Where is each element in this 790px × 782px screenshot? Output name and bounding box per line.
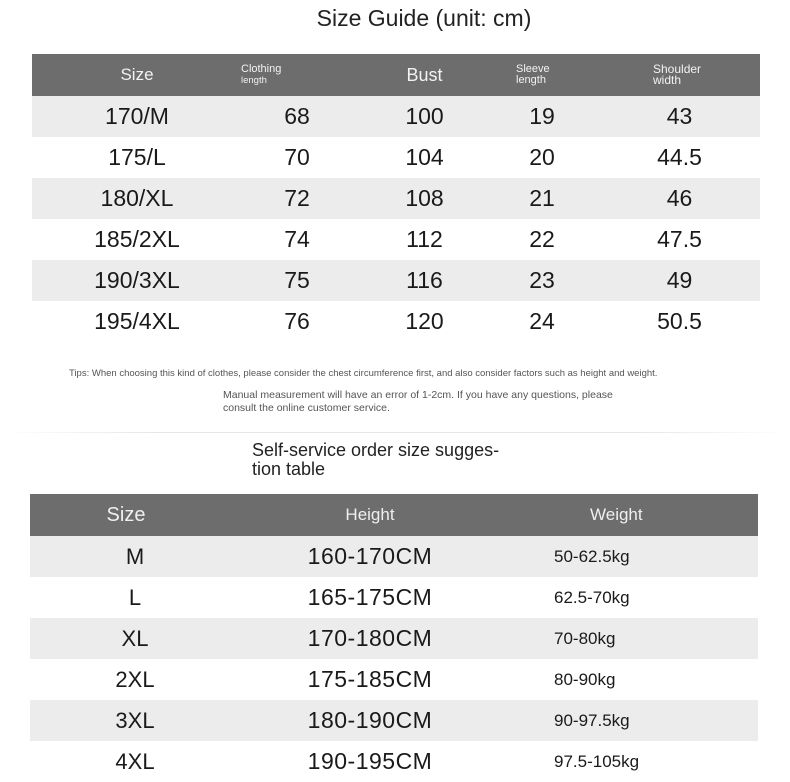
header-bust: Bust — [406, 64, 443, 85]
cell-weight: 90-97.5kg — [554, 710, 630, 730]
suggestion-header-row — [30, 494, 758, 536]
header-sleeve-length-line1: Sleeve — [516, 63, 550, 75]
cell-clothing-length: 68 — [284, 103, 310, 129]
table-row — [32, 137, 760, 178]
header-weight: Weight — [590, 505, 643, 524]
table-row — [30, 659, 758, 700]
cell-bust: 112 — [406, 226, 443, 252]
size-suggestion-table — [30, 494, 758, 782]
cell-clothing-length: 74 — [284, 226, 310, 252]
suggestion-title-line2: tion table — [252, 459, 326, 479]
header-clothing-length-line2: length — [241, 75, 267, 86]
header-clothing-length-line1: Clothing — [241, 63, 282, 75]
cell-size: 190/3XL — [94, 267, 180, 293]
table-row — [32, 96, 760, 137]
header-shoulder-width-line1: Shoulder — [653, 62, 702, 76]
cell-sleeve-length: 21 — [529, 185, 555, 211]
cell-bust: 116 — [406, 267, 443, 293]
header-height: Height — [345, 505, 395, 524]
size-guide-title: Size Guide (unit: cm) — [316, 5, 532, 31]
measurement-note-line1: Manual measurement will have an error of 1-2cm. If you have any questions, please — [223, 389, 613, 401]
header-size: Size — [106, 503, 146, 526]
tips-text: Tips: When choosing this kind of clothes, please consider the chest circumference first, and also consider factors such as height and weight. — [69, 368, 658, 379]
cell-clothing-length: 70 — [284, 144, 310, 170]
header-sleeve-length-line2: length — [516, 74, 546, 86]
cell-shoulder-width: 49 — [666, 267, 693, 293]
size-guide-table — [32, 54, 760, 342]
cell-size: 2XL — [115, 666, 155, 692]
cell-size: 170/M — [105, 103, 169, 129]
cell-weight: 62.5-70kg — [554, 587, 630, 607]
cell-bust: 104 — [405, 144, 444, 170]
suggestion-body — [30, 536, 758, 782]
cell-shoulder-width: 50.5 — [657, 308, 702, 334]
cell-shoulder-width: 47.5 — [657, 226, 702, 252]
header-size: Size — [120, 65, 154, 84]
suggestion-title-line1: Self-service order size sugges- — [252, 440, 500, 460]
cell-clothing-length: 75 — [284, 267, 310, 293]
table-row — [30, 618, 758, 659]
cell-height: 160-170CM — [307, 543, 433, 569]
cell-size: L — [128, 584, 142, 610]
cell-clothing-length: 76 — [284, 308, 310, 334]
measurement-note — [223, 389, 653, 415]
size-guide-header-row — [32, 54, 760, 96]
cell-sleeve-length: 22 — [529, 226, 555, 252]
header-shoulder-width-line2: width — [653, 73, 682, 87]
cell-height: 190-195CM — [307, 748, 433, 774]
cell-shoulder-width: 46 — [666, 185, 693, 211]
cell-height: 165-175CM — [307, 584, 433, 610]
cell-clothing-length: 72 — [284, 185, 310, 211]
size-guide-body — [32, 96, 760, 342]
cell-height: 175-185CM — [307, 666, 433, 692]
cell-height: 170-180CM — [307, 625, 433, 651]
table-row — [32, 178, 760, 219]
cell-size: M — [125, 543, 145, 569]
table-row — [30, 536, 758, 577]
table-row — [32, 219, 760, 260]
cell-sleeve-length: 23 — [529, 267, 555, 293]
cell-shoulder-width: 44.5 — [657, 144, 702, 170]
header-shoulder-width — [653, 54, 790, 96]
cell-size: 195/4XL — [94, 308, 180, 334]
cell-weight: 50-62.5kg — [554, 546, 630, 566]
section-divider — [0, 432, 790, 433]
cell-size: 3XL — [115, 707, 155, 733]
table-row — [30, 577, 758, 618]
cell-weight: 70-80kg — [554, 628, 616, 648]
cell-bust: 120 — [405, 308, 444, 334]
suggestion-title — [252, 441, 552, 479]
cell-sleeve-length: 19 — [529, 103, 555, 129]
cell-size: 175/L — [108, 144, 166, 170]
table-row — [32, 301, 760, 342]
cell-bust: 100 — [405, 103, 444, 129]
table-row — [32, 260, 760, 301]
cell-size: 4XL — [115, 748, 155, 774]
cell-size: 185/2XL — [94, 226, 180, 252]
cell-sleeve-length: 24 — [529, 308, 555, 334]
measurement-note-line2: consult the online customer service. — [223, 402, 390, 414]
header-sleeve-length — [516, 54, 646, 96]
cell-sleeve-length: 20 — [529, 144, 555, 170]
cell-weight: 97.5-105kg — [554, 751, 640, 771]
cell-weight: 80-90kg — [554, 669, 616, 689]
header-clothing-length — [241, 54, 351, 96]
table-row — [30, 700, 758, 741]
cell-height: 180-190CM — [307, 707, 433, 733]
cell-bust: 108 — [405, 185, 444, 211]
cell-shoulder-width: 43 — [666, 103, 693, 129]
cell-size: XL — [121, 625, 149, 651]
cell-size: 180/XL — [100, 185, 174, 211]
table-row — [30, 741, 758, 782]
